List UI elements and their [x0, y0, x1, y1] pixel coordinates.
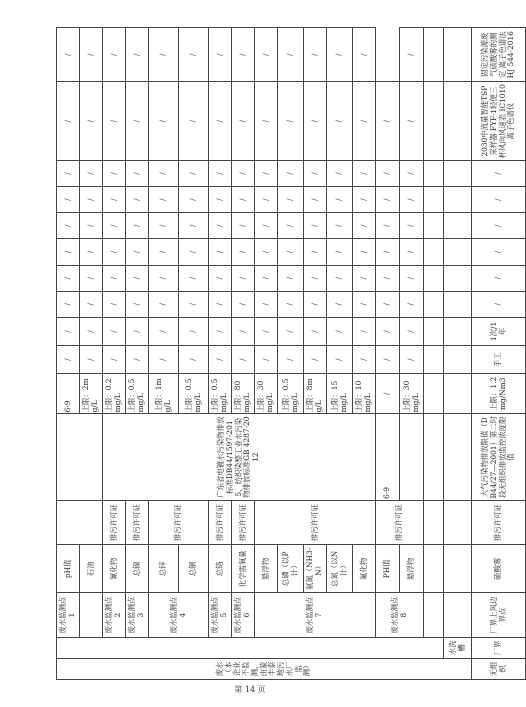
- table-row: 石油 上限：2mg/L / / / / / / / / / /: [80, 28, 103, 680]
- param-total-copper: 总铜: [179, 545, 209, 593]
- param-tn: 总氮（以N计）: [327, 545, 353, 593]
- table-row: [444, 28, 472, 680]
- monitor-point: 废水监测点1: [57, 593, 80, 637]
- param-oil: 石油: [80, 545, 103, 593]
- param-fluoride: 氟化物: [353, 545, 376, 593]
- param-cod: 化学需氧量: [232, 545, 255, 593]
- method: 手工: [472, 346, 526, 374]
- table-row: 悬浮物 上限：30mg/L / / / / / / / / / /: [400, 28, 424, 680]
- category-unorganized: 无组织: [472, 658, 526, 679]
- blank-cell: [57, 637, 444, 658]
- table-row: 总氮（以N计） 上限：15mg/L / / / / / / / / / /: [327, 28, 353, 680]
- param-nh3n: 氨氮（NH3-N）: [304, 545, 327, 593]
- subcat-boundary: 厂界: [472, 637, 526, 658]
- table-row: 无组织 厂界 厂界上风边界点 硫酸雾 排污许可证 大气污染物排放限值（DB44/27—2001）第二时段无组织排放监控浓度限值 上限：1.2mg/Nm3 手工 1次/1年 / / / / / / 2030中流量智能TSP采样器 FYF-1轻便三杯风向风速表 IC1010离子色谱仪 固定污染源废气硫酸雾的测定 离子色谱法 HJ 544-2016: [472, 28, 526, 680]
- standard-blank: [57, 414, 103, 501]
- table-row: [424, 28, 444, 680]
- table-row: 废水监测点4 总锌 排污许可证 上限：1mg/L / / / / / / / / / /: [149, 28, 179, 680]
- category-wastewater: 废水（本企业不监测，由蒙丰泰地污水厂监测）: [57, 658, 472, 679]
- air-standard: 大气污染物排放限值（DB44/27—2001）第二时段无组织排放监控浓度限值: [472, 414, 526, 501]
- param-ss2: 悬浮物: [400, 545, 424, 593]
- table-row: 总磷（以P计） 上限：0.5mg/L / / / / / / / / / /: [278, 28, 304, 680]
- monitoring-table: [56, 27, 526, 680]
- param-ss: 悬浮物: [255, 545, 278, 593]
- table-row: 氨氮（NH3-N） 上限：8mg/L / / / / / / / / / /: [304, 28, 327, 680]
- frequency: 1次/1年: [472, 317, 526, 345]
- table-row: 废水监测点2 氰化物 排污许可证 广东省电镀水污染物排放标准DB44/1597-2015、纺织染整工业水污染物排放标准GB 4287-2012 上限：0.2mg/L / / / / / / / / / /: [103, 28, 126, 680]
- basis-cell: [57, 500, 103, 544]
- param-total-zinc: 总锌: [149, 545, 179, 593]
- param-total-chromium: 总铬: [209, 545, 232, 593]
- param-ph: pH值: [57, 545, 80, 593]
- rotated-table-wrapper: [56, 27, 516, 680]
- instrument: 2030中流量智能TSP采样器 FYF-1轻便三杯风向风速表 IC1010离子色谱仪: [472, 82, 526, 160]
- subcat-water-wash: 水洗槽: [444, 637, 472, 658]
- standard-blank: [400, 414, 424, 501]
- wastewater-standard: 广东省电镀水污染物排放标准DB44/1597-2015、纺织染整工业水污染物排放标准GB 4287-2012: [103, 414, 376, 501]
- monitor-point-blank: [80, 593, 103, 637]
- table-row: 废水监测点3 总镍 排污许可证 上限：0.5mg/L / / / / / / / / / /: [126, 28, 149, 680]
- table-row: 废水监测点6 化学需氧量 排污许可证 上限：80mg/L / / / / / / / / / /: [232, 28, 255, 680]
- table-row: 废水监测点7 悬浮物 排污许可证 上限：30mg/L / / / / / / / / / /: [255, 28, 278, 680]
- limit-value: 6-9: [57, 374, 80, 414]
- param-total-nickel: 总镍: [126, 545, 149, 593]
- analysis-method: 固定污染源废气硫酸雾的测定 离子色谱法 HJ 544-2016: [472, 28, 526, 82]
- table-row: 总铜 上限：0.5mg/L / / / / / / / / / /: [179, 28, 209, 680]
- table-row: 废水监测点8 PH值 排污许可证 6-9 / / / / / / / / / /: [376, 28, 400, 680]
- param-acid-mist: 硫酸雾: [472, 545, 526, 593]
- table-row: 废水（本企业不监测，由蒙丰泰地污水厂监测） 废水监测点1 pH值 6-9 / / / / / / / / / /: [57, 28, 80, 680]
- table-row: 废水监测点5 总铬 排污许可证 上限：0.5mg/L / / / / / / / / / /: [209, 28, 232, 680]
- page-number: 第 14 页: [234, 685, 266, 694]
- param-ph2: PH值: [376, 545, 400, 593]
- param-cyanide: 氰化物: [103, 545, 126, 593]
- param-tp: 总磷（以P计）: [278, 545, 304, 593]
- table-row: 氟化物 上限：10mg/L / / / / / / / / / /: [353, 28, 376, 680]
